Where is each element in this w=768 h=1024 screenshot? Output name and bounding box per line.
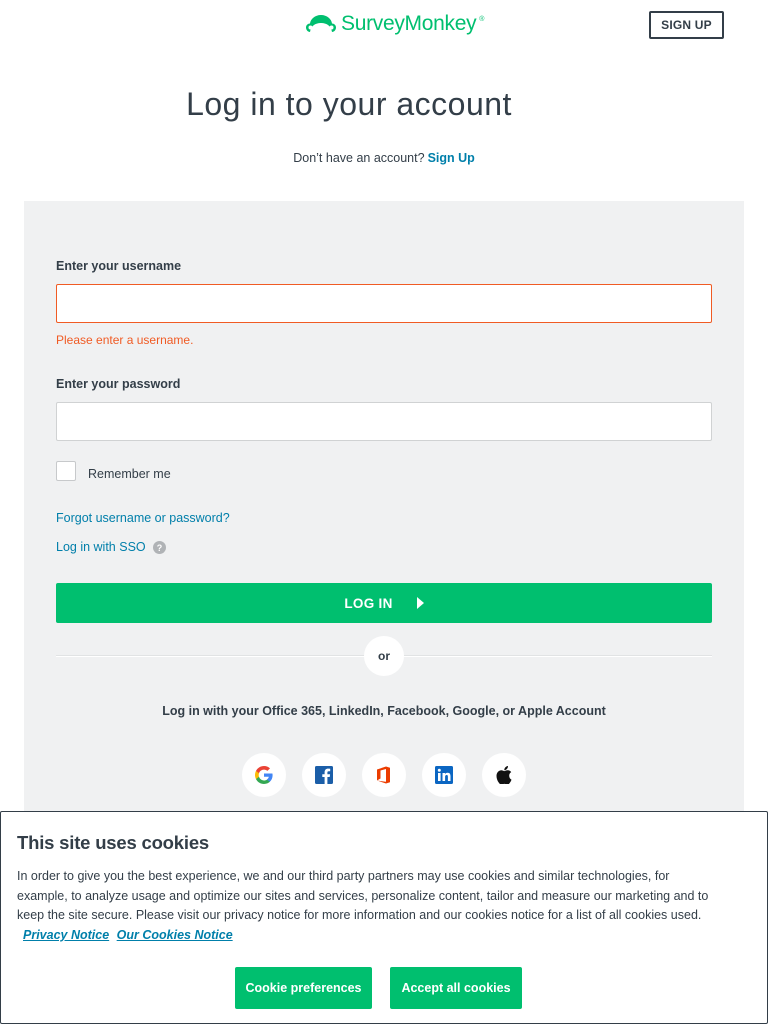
surveymonkey-logo[interactable]	[304, 12, 484, 36]
signup-button[interactable]: SIGN UP	[649, 11, 724, 39]
signup-prompt	[0, 151, 768, 165]
username-error: Please enter a username.	[56, 333, 194, 347]
forgot-credentials-link[interactable]: Forgot username or password?	[56, 511, 230, 525]
social-login-text: Log in with your Office 365, LinkedIn, Facebook, Google, or Apple Account	[162, 704, 606, 718]
apple-icon	[496, 766, 512, 784]
remember-me-label[interactable]: Remember me	[88, 467, 171, 481]
login-button[interactable]	[56, 583, 712, 623]
cookies-notice-link[interactable]: Our Cookies Notice	[116, 927, 233, 942]
page-title: Log in to your account	[186, 86, 512, 122]
sso-login-link[interactable]: Log in with SSO	[56, 540, 146, 554]
facebook-login-button[interactable]	[302, 753, 346, 797]
apple-login-button[interactable]	[482, 753, 526, 797]
header	[0, 0, 768, 52]
logo-trademark: ®	[479, 16, 485, 23]
cookie-banner	[0, 811, 768, 1024]
or-badge: or	[364, 636, 404, 676]
cookie-description	[17, 867, 717, 945]
monkey-logo-icon	[304, 12, 338, 36]
linkedin-login-button[interactable]	[422, 753, 466, 797]
cookie-body-text: In order to give you the best experience, we and our third party partners may use cookies and similar technologies, for example, to analyze usage and optimize our sites and services, personalize content, tailor and measure our marketing and to keep the site secure. Please visit our privacy notice for more information and our cookies notice for a list of all cookies used.	[17, 869, 709, 923]
username-input[interactable]	[56, 284, 712, 323]
cookie-title: This site uses cookies	[17, 832, 209, 853]
google-login-button[interactable]	[242, 753, 286, 797]
accept-all-cookies-button[interactable]: Accept all cookies	[390, 967, 522, 1009]
username-label: Enter your username	[56, 259, 182, 273]
google-icon	[255, 766, 273, 784]
signup-link[interactable]: Sign Up	[427, 151, 475, 165]
cookie-preferences-button[interactable]: Cookie preferences	[235, 967, 372, 1009]
office-login-button[interactable]	[362, 753, 406, 797]
help-icon[interactable]: ?	[153, 541, 166, 554]
password-input[interactable]	[56, 402, 712, 441]
password-label: Enter your password	[56, 377, 181, 391]
remember-me-checkbox[interactable]	[56, 461, 76, 481]
office-icon	[376, 766, 392, 784]
linkedin-icon	[435, 766, 453, 784]
privacy-notice-link[interactable]: Privacy Notice	[23, 927, 110, 942]
login-button-label: LOG IN	[344, 595, 393, 611]
facebook-icon	[315, 766, 333, 784]
caret-right-icon	[417, 597, 424, 609]
logo-text: SurveyMonkey	[341, 12, 477, 35]
signup-prompt-text: Don’t have an account?	[293, 151, 425, 165]
